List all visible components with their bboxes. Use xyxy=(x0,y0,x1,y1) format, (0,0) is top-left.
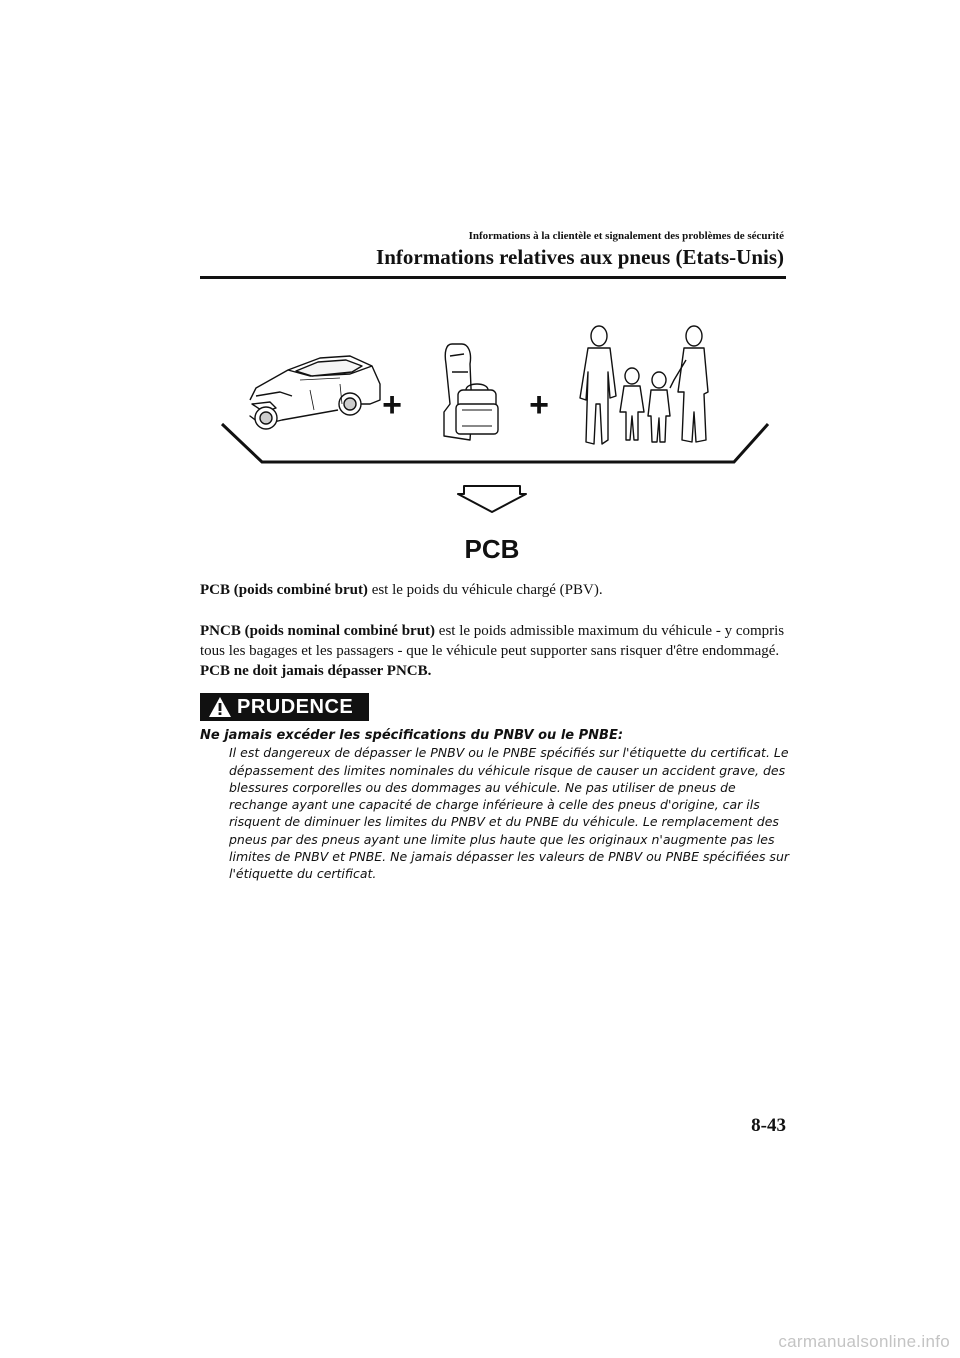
watermark: carmanualsonline.info xyxy=(778,1332,950,1351)
caution-text: Il est dangereux de dépasser le PNBV ou le PNBE spécifiés sur l'étiquette du certificat. Le dépassement des limites nominales du véhicule risque de causer un accident grave, des blessures corporelles ou des dommages au véhicule. Ne pas utiliser de pneus de rechange ayant une capacité de charge inférieure à celle des pneus d'origine, car ils risquent de diminuer les limites du PNBV et du PNBE du véhicule. Le remplacement des pneus par des pneus ayant une limite plus haute que les originaux n'augmente pas les limites de PNBV et PNBE. Ne jamais dépasser les valeurs de PNBV ou PNBE spécifiées sur l'étiquette du certificat. xyxy=(229,745,790,882)
pncb-definition xyxy=(200,621,790,681)
pcb-label: PCB xyxy=(464,534,520,564)
pcb-illustration xyxy=(200,300,786,570)
pncb-definition-text: est le poids admissible maximum du véhicule - y compris tous les bagages et les passagers - que le véhicule peut supporter sans risquer d'être endommagé. xyxy=(200,623,785,659)
caution-badge xyxy=(200,693,369,721)
pncb-rule: PCB ne doit jamais dépasser PNCB. xyxy=(200,663,432,679)
caution-body xyxy=(200,727,790,883)
pcb-term: PCB (poids combiné brut) xyxy=(200,582,368,598)
pncb-term: PNCB (poids nominal combiné brut) xyxy=(200,623,436,639)
page-number: 8-43 xyxy=(751,1115,786,1136)
luggage-icon xyxy=(444,344,498,440)
header-divider xyxy=(200,276,786,279)
caution-label: PRUDENCE xyxy=(237,695,354,718)
pcb-definition-text: est le poids du véhicule chargé (PBV). xyxy=(367,582,603,598)
plus-sign-2: + xyxy=(529,386,549,424)
header-section-label: Informations à la clientèle et signalement des problèmes de sécurité xyxy=(468,230,784,242)
plus-sign-1: + xyxy=(382,386,402,424)
down-arrow-icon xyxy=(458,486,526,512)
warning-icon xyxy=(207,693,233,721)
car-icon xyxy=(250,356,380,429)
page-title: Informations relatives aux pneus (Etats-Unis) xyxy=(376,245,784,269)
family-icon xyxy=(580,326,708,444)
caution-heading: Ne jamais excéder les spécifications du PNBV ou le PNBE: xyxy=(200,728,624,743)
pcb-definition xyxy=(200,580,790,600)
